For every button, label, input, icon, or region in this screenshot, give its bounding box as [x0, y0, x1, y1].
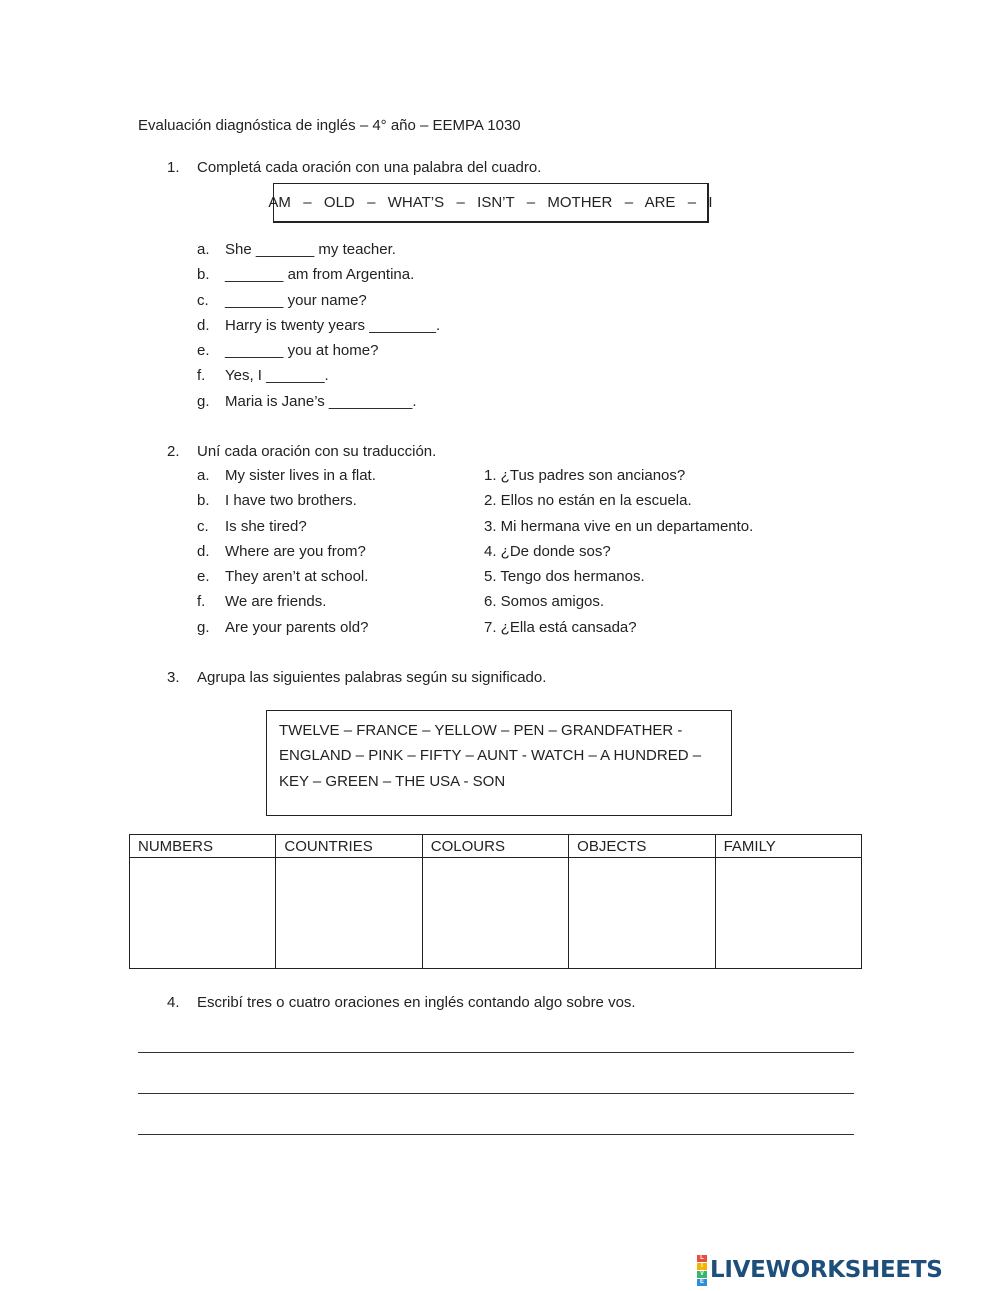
list-item[interactable]	[197, 342, 440, 367]
translation: 3. Mi hermana vive en un departamento.	[484, 517, 754, 535]
question-1-instruction: Completá cada oración con una palabra del cuadro.	[197, 159, 542, 176]
question-3-number: 3.	[167, 669, 180, 686]
item-label: d.	[197, 542, 210, 560]
logo-block-e: E	[697, 1279, 707, 1286]
list-item[interactable]	[197, 367, 440, 392]
translation: 4. ¿De donde sos?	[484, 542, 611, 560]
answer-line-3[interactable]	[138, 1134, 854, 1135]
word-line: ENGLAND – PINK – FIFTY – AUNT - WATCH – A HUNDRED –	[279, 747, 702, 765]
english-sentence: We are friends.	[225, 593, 327, 611]
list-item[interactable]	[197, 292, 440, 317]
answer-cell-countries[interactable]	[276, 858, 422, 969]
question-1-list	[197, 241, 440, 418]
logo-block-l: L	[697, 1255, 707, 1262]
english-sentence: I have two brothers.	[225, 492, 357, 510]
translation: 6. Somos amigos.	[484, 593, 605, 611]
item-text: _______ you at home?	[225, 342, 379, 360]
column-header-countries: COUNTRIES	[276, 835, 422, 858]
english-sentence: They aren’t at school.	[225, 568, 369, 586]
match-row[interactable]	[197, 543, 753, 568]
category-table	[129, 834, 862, 969]
item-text: Harry is twenty years ________.	[225, 316, 441, 334]
liveworksheets-logo	[697, 1255, 942, 1285]
answer-cell-colours[interactable]	[422, 858, 568, 969]
logo-block-v: V	[697, 1271, 707, 1278]
english-sentence: My sister lives in a flat.	[225, 467, 376, 484]
column-header-numbers: NUMBERS	[130, 835, 276, 858]
item-label: b.	[197, 492, 210, 510]
item-label: g.	[197, 392, 210, 410]
item-label: c.	[197, 291, 209, 309]
word-box-text: AM – OLD – WHAT’S – ISN’T – MOTHER – ARE – I	[268, 194, 713, 211]
answer-line-1[interactable]	[138, 1052, 854, 1053]
answer-line-2[interactable]	[138, 1093, 854, 1094]
column-header-objects: OBJECTS	[569, 835, 715, 858]
logo-text: LIVEWORKSHEETS	[710, 1257, 943, 1283]
translation: 5. Tengo dos hermanos.	[484, 568, 645, 586]
item-text: She _______ my teacher.	[225, 241, 396, 258]
list-item[interactable]	[197, 393, 440, 418]
question-2-list	[197, 467, 753, 644]
translation: 1. ¿Tus padres son ancianos?	[484, 467, 686, 484]
question-1-word-box	[268, 183, 713, 223]
item-text: _______ am from Argentina.	[225, 266, 415, 284]
match-row[interactable]	[197, 568, 753, 593]
item-label: e.	[197, 568, 210, 586]
column-header-family: FAMILY	[715, 835, 861, 858]
question-2-number: 2.	[167, 443, 180, 460]
item-label: c.	[197, 517, 209, 535]
question-4-number: 4.	[167, 994, 180, 1011]
item-label: b.	[197, 266, 210, 284]
match-row[interactable]	[197, 619, 753, 644]
item-label: a.	[197, 241, 210, 258]
question-1-number: 1.	[167, 159, 180, 176]
item-label: g.	[197, 618, 210, 636]
item-text: Maria is Jane’s __________.	[225, 392, 417, 410]
column-header-colours: COLOURS	[422, 835, 568, 858]
table-header-row	[130, 835, 862, 858]
english-sentence: Are your parents old?	[225, 618, 369, 636]
item-label: a.	[197, 467, 210, 484]
question-2-instruction: Uní cada oración con su traducción.	[197, 443, 437, 460]
answer-cell-numbers[interactable]	[130, 858, 276, 969]
table-row	[130, 858, 862, 969]
list-item[interactable]	[197, 317, 440, 342]
item-text: _______ your name?	[225, 291, 367, 309]
answer-cell-family[interactable]	[715, 858, 861, 969]
item-label: e.	[197, 342, 210, 360]
page-title: Evaluación diagnóstica de inglés – 4° año – EEMPA 1030	[138, 117, 521, 134]
english-sentence: Is she tired?	[225, 517, 307, 535]
answer-cell-objects[interactable]	[569, 858, 715, 969]
logo-block-i: I	[697, 1263, 707, 1270]
item-label: f.	[197, 367, 206, 385]
match-row[interactable]	[197, 593, 753, 618]
question-4-instruction: Escribí tres o cuatro oraciones en inglés contando algo sobre vos.	[197, 994, 636, 1011]
word-line: TWELVE – FRANCE – YELLOW – PEN – GRANDFATHER -	[279, 722, 683, 739]
list-item[interactable]	[197, 241, 440, 266]
item-label: d.	[197, 316, 210, 334]
item-text: Yes, I _______.	[225, 367, 329, 385]
match-row[interactable]	[197, 492, 753, 517]
match-row[interactable]	[197, 518, 753, 543]
question-3-word-box	[266, 710, 732, 816]
english-sentence: Where are you from?	[225, 542, 366, 560]
list-item[interactable]	[197, 266, 440, 291]
word-line: KEY – GREEN – THE USA - SON	[279, 772, 506, 790]
translation: 7. ¿Ella está cansada?	[484, 618, 637, 636]
logo-blocks-icon	[697, 1255, 707, 1286]
question-3-instruction: Agrupa las siguientes palabras según su significado.	[197, 669, 547, 686]
item-label: f.	[197, 593, 206, 611]
match-row[interactable]	[197, 467, 753, 492]
translation: 2. Ellos no están en la escuela.	[484, 492, 692, 510]
